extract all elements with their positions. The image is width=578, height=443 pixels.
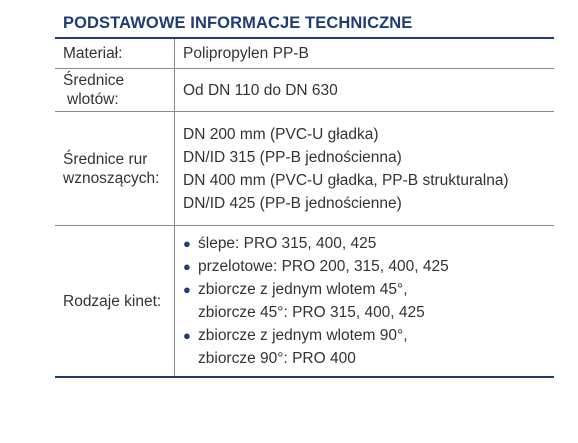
row-label: Rodzaje kinet: bbox=[55, 226, 175, 376]
row-value bbox=[175, 226, 554, 376]
table-row bbox=[55, 39, 554, 69]
label-line: wznoszących: bbox=[63, 169, 160, 187]
value-line: DN/ID 425 (PP-B jednościenne) bbox=[183, 194, 402, 212]
bullet-dot-icon: ● bbox=[183, 328, 191, 343]
value-line: DN 400 mm (PVC-U gładka, PP-B strukturalna) bbox=[183, 171, 509, 189]
value-line: DN 200 mm (PVC-U gładka) bbox=[183, 125, 379, 143]
bullet-item bbox=[183, 324, 554, 347]
table-row bbox=[55, 69, 554, 112]
label-line: wlotów: bbox=[67, 91, 119, 108]
value-line: DN/ID 315 (PP-B jednościenna) bbox=[183, 148, 402, 166]
row-label bbox=[55, 69, 175, 111]
bullet-continuation: zbiorcze 45°: PRO 315, 400, 425 bbox=[198, 304, 425, 321]
bullet-dot-icon: ● bbox=[183, 282, 191, 297]
row-label: Materiał: bbox=[55, 39, 175, 68]
table-row bbox=[55, 226, 554, 378]
tech-info-table bbox=[55, 12, 554, 378]
bullet-continuation: zbiorcze 90°: PRO 400 bbox=[198, 350, 356, 367]
bullet-item bbox=[183, 255, 554, 278]
bullet-text: zbiorcze z jednym wlotem 45°, bbox=[198, 281, 408, 298]
table-title: PODSTAWOWE INFORMACJE TECHNICZNE bbox=[55, 12, 554, 39]
bullet-item bbox=[183, 232, 554, 255]
bullet-text: przelotowe: PRO 200, 315, 400, 425 bbox=[198, 258, 449, 275]
bullet-text: ślepe: PRO 315, 400, 425 bbox=[198, 235, 377, 252]
bullet-item bbox=[183, 278, 554, 301]
bullet-dot-icon: ● bbox=[183, 259, 191, 274]
label-line: Średnice rur bbox=[63, 150, 148, 168]
table-row bbox=[55, 112, 554, 226]
value-line: Od DN 110 do DN 630 bbox=[183, 81, 338, 99]
row-value bbox=[175, 69, 554, 111]
value-line: Polipropylen PP-B bbox=[183, 45, 309, 62]
row-value bbox=[175, 112, 554, 225]
row-label bbox=[55, 112, 175, 225]
row-value bbox=[175, 39, 554, 68]
label-line: Średnice bbox=[63, 72, 125, 89]
bullet-dot-icon: ● bbox=[183, 236, 191, 251]
bullet-text: zbiorcze z jednym wlotem 90°, bbox=[198, 327, 408, 344]
